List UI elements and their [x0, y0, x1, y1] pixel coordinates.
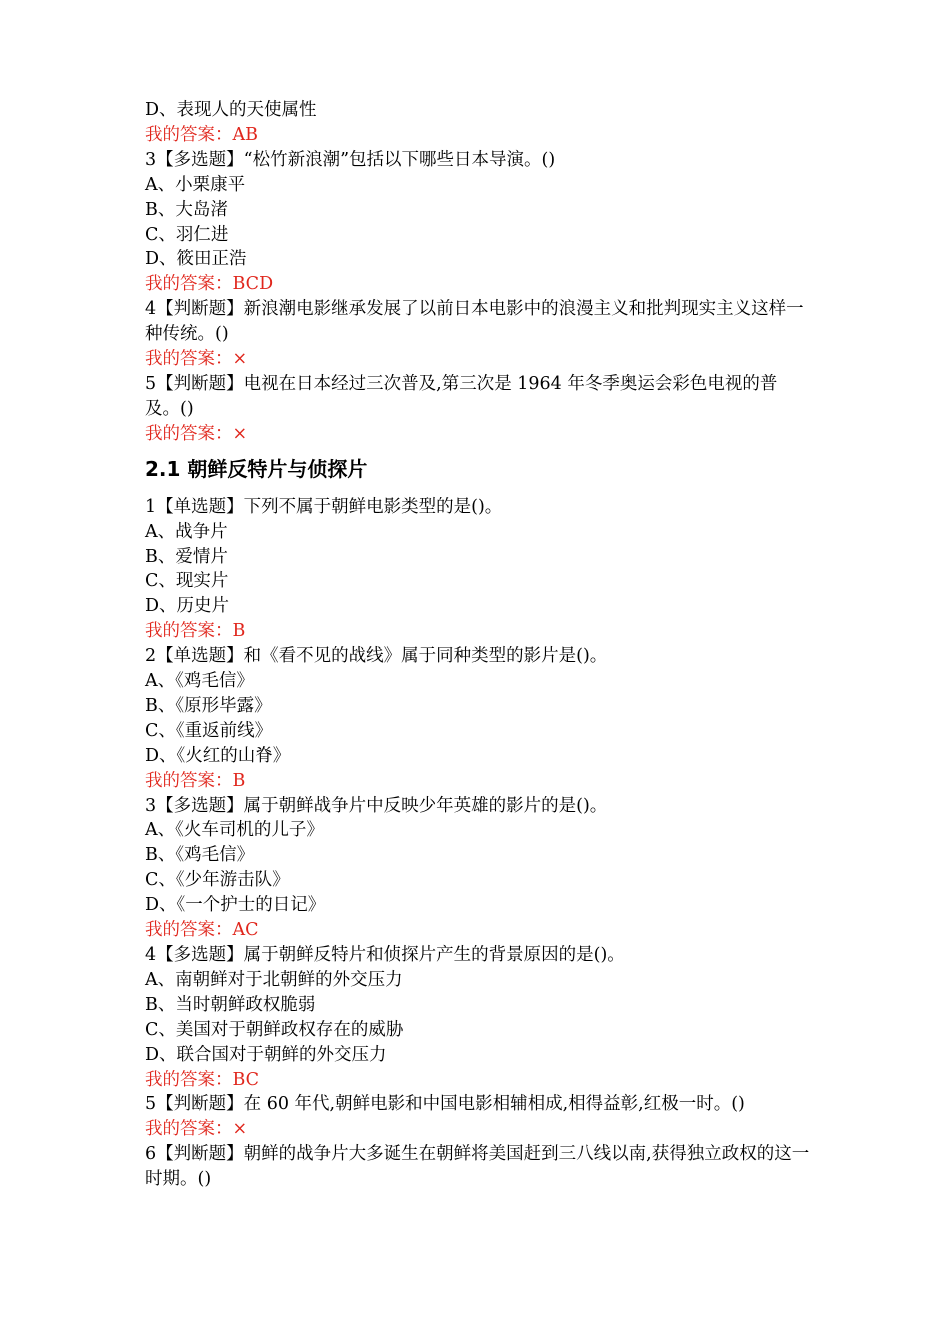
my-answer: 我的答案：AC — [145, 920, 259, 941]
option-d: D、《一个护士的日记》 — [145, 895, 326, 916]
my-answer: 我的答案：B — [145, 621, 246, 642]
option-d: D、《火红的山脊》 — [145, 745, 291, 766]
option-b: B、《原形毕露》 — [145, 695, 272, 716]
option-c: C、《重返前线》 — [145, 720, 273, 741]
question-stem: 1【单选题】下列不属于朝鲜电影类型的是()。 — [145, 496, 503, 517]
question-stem: 4【判断题】新浪潮电影继承发展了以前日本电影中的浪漫主义和批判现实主义这样一种传统。() — [145, 299, 804, 345]
option-a: A、南朝鲜对于北朝鲜的外交压力 — [145, 969, 403, 990]
question-stem: 6【判断题】朝鲜的战争片大多诞生在朝鲜将美国赶到三八线以南,获得独立政权的这一时期。() — [145, 1144, 810, 1190]
my-answer: 我的答案：BC — [145, 1069, 260, 1090]
option-d: D、联合国对于朝鲜的外交压力 — [145, 1044, 387, 1065]
my-answer: 我的答案：AB — [145, 124, 258, 145]
option-a: A、《鸡毛信》 — [145, 671, 254, 692]
section-heading: 2.1 朝鲜反特片与侦探片 — [145, 456, 368, 481]
question-stem: 2【单选题】和《看不见的战线》属于同种类型的影片是()。 — [145, 646, 608, 667]
question-stem: 3【多选题】属于朝鲜战争片中反映少年英雄的影片的是()。 — [145, 795, 608, 816]
option-b: B、爱情片 — [145, 546, 228, 567]
option-b: B、当时朝鲜政权脆弱 — [145, 994, 316, 1015]
option-a: A、战争片 — [145, 521, 228, 542]
question-stem: 5【判断题】电视在日本经过三次普及,第三次是 1964 年冬季奥运会彩色电视的普及。() — [145, 373, 778, 419]
question-stem: 3【多选题】“松竹新浪潮”包括以下哪些日本导演。() — [145, 149, 556, 170]
my-answer: 我的答案：× — [145, 423, 248, 444]
option-a: A、小栗康平 — [145, 174, 246, 195]
option-c: C、《少年游击队》 — [145, 870, 290, 891]
document-page — [145, 98, 810, 1192]
option-a: A、《火车司机的儿子》 — [145, 820, 324, 841]
my-answer: 我的答案：× — [145, 349, 248, 370]
option-c: C、羽仁进 — [145, 224, 229, 245]
option-d: D、历史片 — [145, 596, 230, 617]
option-c: C、美国对于朝鲜政权存在的威胁 — [145, 1019, 404, 1040]
question-stem: 4【多选题】属于朝鲜反特片和侦探片产生的背景原因的是()。 — [145, 945, 625, 965]
option-d: D、筱田正浩 — [145, 249, 247, 270]
question-stem: 5【判断题】在 60 年代,朝鲜电影和中国电影相辅相成,相得益彰,红极一时。() — [145, 1094, 745, 1115]
option-b: B、大岛渚 — [145, 199, 228, 220]
option-d: D、表现人的天使属性 — [145, 100, 317, 120]
my-answer: 我的答案：× — [145, 1119, 248, 1140]
my-answer: 我的答案：B — [145, 770, 246, 791]
option-b: B、《鸡毛信》 — [145, 845, 255, 866]
my-answer: 我的答案：BCD — [145, 274, 274, 295]
option-c: C、现实片 — [145, 571, 229, 592]
